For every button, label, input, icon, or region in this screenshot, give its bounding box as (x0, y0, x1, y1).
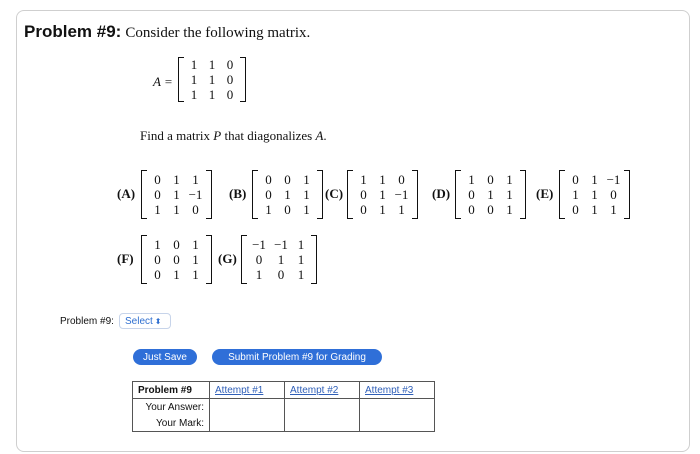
matrix-cell: 1 (487, 187, 494, 202)
matrix-cell: 0 (226, 72, 234, 87)
matrix-cell: −1 (606, 172, 621, 187)
matrix-cell: 1 (303, 187, 310, 202)
matrix-cell: 0 (226, 57, 234, 72)
mark-cell (360, 415, 435, 432)
matrix-cell: 1 (379, 202, 386, 217)
matrix-cell: 0 (173, 252, 180, 267)
select-value: Select (125, 315, 153, 327)
matrix-cell: 1 (190, 87, 198, 102)
matrix-cell: 1 (277, 252, 285, 267)
option-label: (A) (117, 186, 136, 201)
instruction-text: Find a matrix P that diagonalizes A. (140, 128, 327, 143)
matrix-cell: 0 (154, 252, 161, 267)
matrix-cell: 0 (192, 202, 199, 217)
matrix-cell: 0 (265, 172, 272, 187)
answer-cell (360, 399, 435, 416)
matrix-cell: 1 (190, 57, 198, 72)
answer-label: Problem #9: (60, 316, 114, 327)
submit-button[interactable]: Submit Problem #9 for Grading (212, 349, 382, 365)
mark-cell (285, 415, 360, 432)
matrix-cell: 1 (208, 72, 216, 87)
matrix-cell: 1 (572, 187, 579, 202)
matrix-cell: 1 (265, 202, 272, 217)
matrix-cell: 1 (192, 252, 199, 267)
matrix-cell: 1 (303, 172, 310, 187)
matrix-cell: 1 (591, 187, 598, 202)
matrix-cell: 1 (506, 172, 513, 187)
matrix-cell: 0 (610, 187, 617, 202)
matrix-cell: −1 (274, 237, 288, 252)
matrix-cell: 1 (360, 172, 367, 187)
matrix-cell: 1 (297, 237, 305, 252)
matrix-cell: 0 (277, 267, 285, 282)
updown-chevron-icon: ⬍ (154, 316, 162, 326)
matrix-cell: 0 (468, 202, 475, 217)
option-label: (C) (325, 186, 344, 201)
option-label: (B) (229, 186, 247, 201)
matrix-cell: 0 (154, 187, 161, 202)
your-answer-label: Your Answer: (133, 399, 210, 416)
matrix-cell: 1 (506, 202, 513, 217)
matrix-cell: 1 (190, 72, 198, 87)
matrix-cell: 1 (591, 172, 598, 187)
problem-intro: Consider the following matrix. (125, 25, 311, 41)
matrix-cell: 1 (297, 267, 305, 282)
matrix-cell: 1 (303, 202, 310, 217)
matrix-cell: 1 (173, 187, 180, 202)
matrix-cell: 1 (591, 202, 598, 217)
matrix-cell: 1 (154, 237, 161, 252)
matrix-cell: 1 (284, 187, 291, 202)
answer-cell (210, 399, 285, 416)
option-matrix (559, 170, 630, 219)
matrix-cell: −1 (252, 237, 266, 252)
matrix-cell: 1 (255, 267, 263, 282)
matrix-cell: −1 (188, 187, 203, 202)
matrix-cell: 0 (572, 172, 579, 187)
matrix-a-label: A = (153, 74, 173, 89)
option-matrix (241, 235, 317, 284)
matrix-cell: 0 (284, 172, 291, 187)
matrix-cell: 0 (154, 172, 161, 187)
matrix-cell: 0 (265, 187, 272, 202)
matrix-cell: 1 (192, 267, 199, 282)
matrix-cell: 1 (379, 187, 386, 202)
matrix-cell: 1 (173, 172, 180, 187)
matrix-cell: 1 (398, 202, 405, 217)
attempt-2-link[interactable]: Attempt #2 (290, 384, 339, 396)
matrix-cell: 0 (284, 202, 291, 217)
attempts-header: Problem #9 (133, 382, 210, 399)
answer-select[interactable] (119, 313, 171, 329)
option-label: (E) (536, 186, 554, 201)
matrix-cell: 0 (360, 202, 367, 217)
problem-number: Problem #9: (24, 22, 122, 41)
attempts-table (132, 381, 435, 432)
matrix-cell: 1 (506, 187, 513, 202)
matrix-cell: 1 (208, 57, 216, 72)
matrix-a (178, 57, 246, 102)
answer-cell (285, 399, 360, 416)
option-label: (G) (218, 251, 237, 266)
option-matrix (252, 170, 323, 219)
option-matrix (347, 170, 418, 219)
matrix-cell: 1 (192, 172, 199, 187)
matrix-cell: −1 (394, 187, 409, 202)
matrix-cell: 1 (208, 87, 216, 102)
matrix-cell: 0 (360, 187, 367, 202)
attempt-1-link[interactable]: Attempt #1 (215, 384, 264, 396)
matrix-cell: 0 (487, 172, 494, 187)
matrix-cell: 1 (173, 267, 180, 282)
matrix-cell: 0 (468, 187, 475, 202)
matrix-cell: 1 (468, 172, 475, 187)
problem-heading (24, 22, 310, 42)
matrix-cell: 1 (379, 172, 386, 187)
option-label: (D) (432, 186, 451, 201)
matrix-cell: 0 (398, 172, 405, 187)
attempt-3-link[interactable]: Attempt #3 (365, 384, 414, 396)
matrix-cell: 0 (154, 267, 161, 282)
option-matrix (455, 170, 526, 219)
mark-cell (210, 415, 285, 432)
matrix-cell: 0 (487, 202, 494, 217)
option-matrix (141, 170, 212, 219)
matrix-cell: 0 (173, 237, 180, 252)
matrix-cell: 1 (610, 202, 617, 217)
matrix-cell: 0 (255, 252, 263, 267)
matrix-cell: 0 (226, 87, 234, 102)
matrix-cell: 0 (572, 202, 579, 217)
matrix-cell: 1 (154, 202, 161, 217)
your-mark-label: Your Mark: (133, 415, 210, 432)
matrix-cell: 1 (192, 237, 199, 252)
option-label: (F) (117, 251, 134, 266)
matrix-cell: 1 (173, 202, 180, 217)
matrix-cell: 1 (297, 252, 305, 267)
option-matrix (141, 235, 212, 284)
just-save-button[interactable]: Just Save (133, 349, 197, 365)
